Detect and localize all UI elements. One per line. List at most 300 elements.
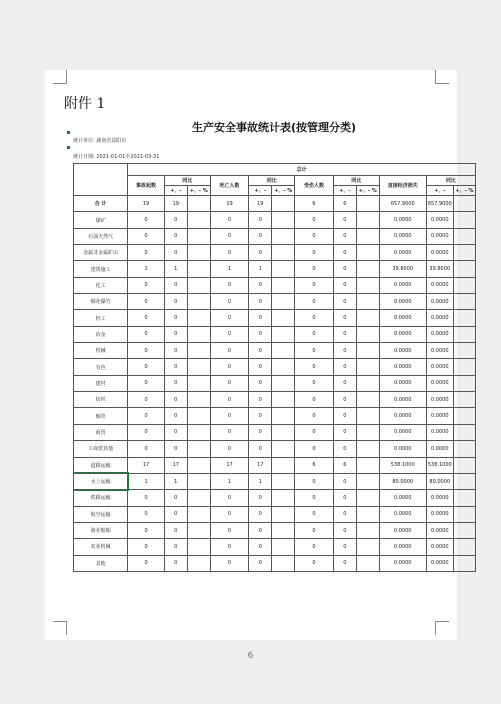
- table-cell[interactable]: 19: [210, 196, 249, 212]
- table-cell[interactable]: 0: [210, 343, 249, 359]
- table-cell[interactable]: [356, 424, 379, 440]
- table-cell[interactable]: [272, 343, 295, 359]
- table-cell[interactable]: 0: [249, 375, 272, 391]
- table-cell[interactable]: [356, 228, 379, 244]
- table-cell[interactable]: 0: [249, 392, 272, 408]
- table-cell[interactable]: 17: [164, 457, 187, 473]
- table-cell[interactable]: [453, 375, 475, 391]
- table-cell[interactable]: 0: [164, 408, 187, 424]
- table-cell[interactable]: 0: [128, 522, 165, 538]
- table-cell[interactable]: [272, 408, 295, 424]
- table-cell[interactable]: [453, 196, 475, 212]
- table-cell[interactable]: 0: [333, 343, 356, 359]
- table-cell[interactable]: 0: [333, 359, 356, 375]
- table-cell[interactable]: 0.0000: [426, 490, 453, 506]
- table-cell[interactable]: 0: [128, 424, 165, 440]
- table-cell[interactable]: [453, 343, 475, 359]
- table-cell[interactable]: [356, 392, 379, 408]
- row-label[interactable]: 化工: [74, 277, 128, 293]
- table-cell[interactable]: [453, 490, 475, 506]
- table-cell[interactable]: [356, 457, 379, 473]
- table-cell[interactable]: 0: [333, 228, 356, 244]
- table-cell[interactable]: [453, 326, 475, 342]
- table-cell[interactable]: 6: [333, 196, 356, 212]
- row-label[interactable]: 合 计: [74, 196, 128, 212]
- table-cell[interactable]: [187, 473, 210, 489]
- table-cell[interactable]: 0: [164, 555, 187, 571]
- table-cell[interactable]: [272, 245, 295, 261]
- table-cell[interactable]: 0.0000: [426, 424, 453, 440]
- table-cell[interactable]: 0.0000: [426, 359, 453, 375]
- table-cell[interactable]: 0.0000: [379, 441, 426, 457]
- table-cell[interactable]: 0.0000: [426, 277, 453, 293]
- table-cell[interactable]: 0: [295, 392, 334, 408]
- table-cell[interactable]: 0: [249, 408, 272, 424]
- table-cell[interactable]: 0.0000: [379, 408, 426, 424]
- table-cell[interactable]: 0: [210, 539, 249, 555]
- table-cell[interactable]: 0.0000: [426, 392, 453, 408]
- table-cell[interactable]: [272, 375, 295, 391]
- table-cell[interactable]: 0: [333, 473, 356, 489]
- table-cell[interactable]: [356, 375, 379, 391]
- table-cell[interactable]: 0: [210, 245, 249, 261]
- table-cell[interactable]: [356, 310, 379, 326]
- table-cell[interactable]: 0: [333, 539, 356, 555]
- table-cell[interactable]: 0.0000: [426, 310, 453, 326]
- table-cell[interactable]: 0: [210, 441, 249, 457]
- table-cell[interactable]: [356, 359, 379, 375]
- table-cell[interactable]: 0: [128, 326, 165, 342]
- table-cell[interactable]: 0.0000: [426, 326, 453, 342]
- table-cell[interactable]: [356, 343, 379, 359]
- table-cell[interactable]: 0: [295, 555, 334, 571]
- table-cell[interactable]: [187, 326, 210, 342]
- row-label[interactable]: 渔业船舶: [74, 522, 128, 538]
- table-cell[interactable]: [272, 212, 295, 228]
- table-cell[interactable]: 0: [210, 294, 249, 310]
- table-cell[interactable]: 0: [164, 392, 187, 408]
- table-cell[interactable]: [187, 441, 210, 457]
- table-cell[interactable]: [272, 473, 295, 489]
- table-cell[interactable]: 0.0000: [426, 408, 453, 424]
- table-cell[interactable]: [272, 261, 295, 277]
- table-cell[interactable]: 0.0000: [426, 539, 453, 555]
- table-cell[interactable]: 0: [333, 441, 356, 457]
- table-cell[interactable]: 0: [210, 555, 249, 571]
- table-cell[interactable]: [187, 539, 210, 555]
- table-cell[interactable]: 0: [249, 294, 272, 310]
- table-cell[interactable]: 657.9000: [426, 196, 453, 212]
- row-label[interactable]: 机械: [74, 343, 128, 359]
- table-cell[interactable]: 657.9000: [379, 196, 426, 212]
- table-cell[interactable]: 0: [164, 441, 187, 457]
- table-cell[interactable]: 0.0000: [426, 555, 453, 571]
- table-cell[interactable]: [187, 555, 210, 571]
- table-cell[interactable]: 17: [249, 457, 272, 473]
- table-cell[interactable]: [356, 522, 379, 538]
- row-label[interactable]: 建材: [74, 375, 128, 391]
- table-cell[interactable]: 1: [210, 261, 249, 277]
- table-cell[interactable]: 0: [164, 424, 187, 440]
- table-cell[interactable]: 0.0000: [379, 245, 426, 261]
- table-cell[interactable]: 0: [128, 343, 165, 359]
- table-cell[interactable]: 0: [210, 392, 249, 408]
- table-cell[interactable]: [187, 408, 210, 424]
- table-cell[interactable]: 0: [128, 359, 165, 375]
- row-label[interactable]: 冶金: [74, 326, 128, 342]
- table-cell[interactable]: [356, 490, 379, 506]
- table-cell[interactable]: 0: [295, 359, 334, 375]
- table-cell[interactable]: 0: [164, 359, 187, 375]
- table-cell[interactable]: 0.0000: [426, 522, 453, 538]
- table-cell[interactable]: [272, 294, 295, 310]
- table-cell[interactable]: 0: [333, 245, 356, 261]
- table-cell[interactable]: [187, 343, 210, 359]
- table-cell[interactable]: [272, 228, 295, 244]
- table-cell[interactable]: 0: [295, 506, 334, 522]
- table-cell[interactable]: 0: [164, 522, 187, 538]
- table-cell[interactable]: [272, 457, 295, 473]
- table-cell[interactable]: 0: [128, 277, 165, 293]
- table-cell[interactable]: 0.0000: [379, 539, 426, 555]
- table-cell[interactable]: 1: [164, 473, 187, 489]
- table-cell[interactable]: [272, 555, 295, 571]
- table-cell[interactable]: 0: [249, 522, 272, 538]
- table-cell[interactable]: [453, 392, 475, 408]
- table-cell[interactable]: [453, 555, 475, 571]
- table-cell[interactable]: [187, 310, 210, 326]
- row-label[interactable]: 纺织: [74, 392, 128, 408]
- table-cell[interactable]: 0: [249, 359, 272, 375]
- table-cell[interactable]: 0: [295, 228, 334, 244]
- table-cell[interactable]: 80.0000: [426, 473, 453, 489]
- row-label[interactable]: 金属非金属矿山: [74, 245, 128, 261]
- table-cell[interactable]: 0: [164, 375, 187, 391]
- table-cell[interactable]: 0: [210, 375, 249, 391]
- row-label[interactable]: 烟草: [74, 408, 128, 424]
- table-cell[interactable]: 0.0000: [379, 375, 426, 391]
- table-cell[interactable]: 0: [164, 310, 187, 326]
- table-cell[interactable]: 0: [333, 522, 356, 538]
- table-cell[interactable]: [272, 424, 295, 440]
- table-cell[interactable]: 0.0000: [426, 375, 453, 391]
- table-cell[interactable]: 0: [295, 522, 334, 538]
- table-cell[interactable]: 39.8000: [379, 261, 426, 277]
- table-cell[interactable]: 1: [128, 261, 165, 277]
- table-cell[interactable]: [356, 473, 379, 489]
- table-cell[interactable]: [356, 212, 379, 228]
- table-cell[interactable]: [187, 424, 210, 440]
- table-cell[interactable]: [272, 506, 295, 522]
- table-cell[interactable]: 0: [333, 294, 356, 310]
- table-cell[interactable]: 0: [249, 490, 272, 506]
- table-cell[interactable]: 0: [210, 506, 249, 522]
- table-cell[interactable]: 0: [333, 490, 356, 506]
- row-label[interactable]: 农业机械: [74, 539, 128, 555]
- table-cell[interactable]: 0.0000: [379, 506, 426, 522]
- table-cell[interactable]: 0: [333, 326, 356, 342]
- table-cell[interactable]: 0: [295, 212, 334, 228]
- table-cell[interactable]: 0: [333, 424, 356, 440]
- row-label[interactable]: 商贸: [74, 424, 128, 440]
- table-cell[interactable]: 1: [128, 473, 165, 489]
- table-cell[interactable]: 0: [295, 245, 334, 261]
- table-cell[interactable]: [453, 261, 475, 277]
- table-cell[interactable]: [272, 196, 295, 212]
- table-cell[interactable]: 0: [295, 424, 334, 440]
- table-cell[interactable]: [187, 245, 210, 261]
- table-cell[interactable]: 0: [210, 310, 249, 326]
- table-cell[interactable]: 0.0000: [426, 245, 453, 261]
- table-cell[interactable]: 0: [128, 555, 165, 571]
- table-cell[interactable]: 0.0000: [379, 522, 426, 538]
- table-cell[interactable]: 0.0000: [379, 294, 426, 310]
- table-cell[interactable]: [453, 212, 475, 228]
- table-cell[interactable]: 0.0000: [426, 212, 453, 228]
- table-cell[interactable]: 0: [128, 294, 165, 310]
- table-cell[interactable]: [272, 522, 295, 538]
- table-cell[interactable]: [272, 310, 295, 326]
- table-cell[interactable]: 0.0000: [379, 424, 426, 440]
- table-cell[interactable]: [453, 228, 475, 244]
- table-cell[interactable]: 1: [249, 473, 272, 489]
- table-cell[interactable]: 0: [295, 408, 334, 424]
- table-cell[interactable]: 0: [210, 359, 249, 375]
- table-cell[interactable]: [272, 277, 295, 293]
- table-cell[interactable]: [356, 294, 379, 310]
- table-cell[interactable]: 0: [249, 555, 272, 571]
- table-cell[interactable]: 0: [333, 310, 356, 326]
- table-cell[interactable]: 17: [128, 457, 165, 473]
- table-cell[interactable]: 19: [164, 196, 187, 212]
- table-cell[interactable]: 0: [164, 490, 187, 506]
- row-label[interactable]: 轻工: [74, 310, 128, 326]
- table-cell[interactable]: 538.1000: [379, 457, 426, 473]
- table-cell[interactable]: [453, 245, 475, 261]
- table-cell[interactable]: 0: [210, 228, 249, 244]
- table-cell[interactable]: 0: [128, 506, 165, 522]
- table-cell[interactable]: [272, 441, 295, 457]
- table-cell[interactable]: 0: [128, 212, 165, 228]
- table-cell[interactable]: 0: [295, 375, 334, 391]
- row-label[interactable]: 煤矿: [74, 212, 128, 228]
- table-cell[interactable]: 0.0000: [379, 555, 426, 571]
- table-cell[interactable]: 19: [128, 196, 165, 212]
- row-label[interactable]: 道路运输: [74, 457, 128, 473]
- table-cell[interactable]: 0: [164, 228, 187, 244]
- table-cell[interactable]: [272, 359, 295, 375]
- table-cell[interactable]: 0: [249, 245, 272, 261]
- row-label[interactable]: 水上运输: [74, 473, 128, 489]
- table-cell[interactable]: 0: [295, 473, 334, 489]
- table-cell[interactable]: 0.0000: [426, 294, 453, 310]
- table-cell[interactable]: [453, 408, 475, 424]
- table-cell[interactable]: 80.0000: [379, 473, 426, 489]
- table-cell[interactable]: [453, 441, 475, 457]
- table-cell[interactable]: [453, 359, 475, 375]
- table-cell[interactable]: 0: [128, 539, 165, 555]
- table-cell[interactable]: 0: [249, 506, 272, 522]
- row-label[interactable]: 航空运输: [74, 506, 128, 522]
- table-cell[interactable]: 0: [128, 441, 165, 457]
- table-cell[interactable]: 0: [164, 277, 187, 293]
- table-cell[interactable]: 0: [164, 212, 187, 228]
- table-cell[interactable]: 0: [295, 310, 334, 326]
- table-cell[interactable]: 0.0000: [379, 228, 426, 244]
- table-cell[interactable]: 0: [210, 277, 249, 293]
- row-label[interactable]: 烟花爆竹: [74, 294, 128, 310]
- table-cell[interactable]: 0: [333, 506, 356, 522]
- table-cell[interactable]: 0: [128, 310, 165, 326]
- table-cell[interactable]: 0.0000: [379, 326, 426, 342]
- table-cell[interactable]: 0: [128, 375, 165, 391]
- table-cell[interactable]: 0: [210, 424, 249, 440]
- table-cell[interactable]: 6: [295, 457, 334, 473]
- table-cell[interactable]: 0.0000: [426, 441, 453, 457]
- table-cell[interactable]: 0: [128, 408, 165, 424]
- table-cell[interactable]: 0: [210, 326, 249, 342]
- table-cell[interactable]: [453, 294, 475, 310]
- table-cell[interactable]: 0: [210, 212, 249, 228]
- table-cell[interactable]: 0: [210, 408, 249, 424]
- table-cell[interactable]: 0: [164, 506, 187, 522]
- table-cell[interactable]: [356, 245, 379, 261]
- table-cell[interactable]: 0: [128, 392, 165, 408]
- table-cell[interactable]: [187, 294, 210, 310]
- table-cell[interactable]: [453, 310, 475, 326]
- table-cell[interactable]: 0: [249, 212, 272, 228]
- table-cell[interactable]: 0: [295, 261, 334, 277]
- table-cell[interactable]: 0: [333, 408, 356, 424]
- table-cell[interactable]: 0: [128, 228, 165, 244]
- table-cell[interactable]: 6: [295, 196, 334, 212]
- table-cell[interactable]: [187, 228, 210, 244]
- table-cell[interactable]: 0: [295, 539, 334, 555]
- table-cell[interactable]: [356, 539, 379, 555]
- table-cell[interactable]: [187, 457, 210, 473]
- row-label[interactable]: 其他: [74, 555, 128, 571]
- table-cell[interactable]: [356, 261, 379, 277]
- table-cell[interactable]: 0: [164, 343, 187, 359]
- table-cell[interactable]: 0: [249, 326, 272, 342]
- table-cell[interactable]: 0: [333, 261, 356, 277]
- table-cell[interactable]: 19: [249, 196, 272, 212]
- table-cell[interactable]: 538.1000: [426, 457, 453, 473]
- table-cell[interactable]: 0: [128, 245, 165, 261]
- table-cell[interactable]: [187, 359, 210, 375]
- table-cell[interactable]: [272, 392, 295, 408]
- table-cell[interactable]: 0.0000: [379, 490, 426, 506]
- header-yoy: 同比: [164, 176, 210, 186]
- table-cell[interactable]: 0: [128, 490, 165, 506]
- table-cell[interactable]: 0: [333, 375, 356, 391]
- table-cell[interactable]: 0: [249, 343, 272, 359]
- table-cell[interactable]: 0.0000: [379, 392, 426, 408]
- table-cell[interactable]: 1: [164, 261, 187, 277]
- table-cell[interactable]: 0: [164, 326, 187, 342]
- table-cell[interactable]: [356, 408, 379, 424]
- table-cell[interactable]: [187, 490, 210, 506]
- table-cell[interactable]: [453, 506, 475, 522]
- table-cell[interactable]: [356, 506, 379, 522]
- table-cell[interactable]: 0: [295, 294, 334, 310]
- table-cell[interactable]: [272, 326, 295, 342]
- table-cell[interactable]: 0: [333, 277, 356, 293]
- table-cell[interactable]: [272, 490, 295, 506]
- table-cell[interactable]: 0.0000: [426, 506, 453, 522]
- table-cell[interactable]: 1: [249, 261, 272, 277]
- table-cell[interactable]: 0.0000: [426, 343, 453, 359]
- table-cell[interactable]: [356, 326, 379, 342]
- table-cell[interactable]: 6: [333, 457, 356, 473]
- table-cell[interactable]: [356, 196, 379, 212]
- table-cell[interactable]: 0: [295, 277, 334, 293]
- table-cell[interactable]: [356, 441, 379, 457]
- table-cell[interactable]: 0.0000: [426, 228, 453, 244]
- table-cell[interactable]: [272, 539, 295, 555]
- table-cell[interactable]: 0: [295, 326, 334, 342]
- table-cell[interactable]: [187, 261, 210, 277]
- table-cell[interactable]: 0: [333, 392, 356, 408]
- table-cell[interactable]: [453, 424, 475, 440]
- table-cell[interactable]: 0: [249, 310, 272, 326]
- table-cell[interactable]: 0: [249, 539, 272, 555]
- row-label[interactable]: 工商贸其他: [74, 441, 128, 457]
- table-cell[interactable]: 17: [210, 457, 249, 473]
- table-cell[interactable]: [187, 522, 210, 538]
- table-cell[interactable]: 0.0000: [379, 310, 426, 326]
- table-cell[interactable]: 0: [333, 555, 356, 571]
- table-cell[interactable]: [187, 506, 210, 522]
- table-cell[interactable]: 39.8000: [426, 261, 453, 277]
- table-cell[interactable]: 0: [295, 490, 334, 506]
- table-cell[interactable]: [356, 277, 379, 293]
- table-cell[interactable]: [187, 277, 210, 293]
- table-cell[interactable]: 0: [333, 212, 356, 228]
- row-label[interactable]: 石油天然气: [74, 228, 128, 244]
- table-cell[interactable]: [187, 392, 210, 408]
- table-cell[interactable]: [356, 555, 379, 571]
- table-cell[interactable]: [453, 457, 475, 473]
- table-cell[interactable]: 0.0000: [379, 212, 426, 228]
- row-label[interactable]: 有色: [74, 359, 128, 375]
- table-cell[interactable]: 0: [249, 277, 272, 293]
- table-cell[interactable]: 1: [210, 473, 249, 489]
- table-cell[interactable]: 0.0000: [379, 343, 426, 359]
- table-cell[interactable]: 0: [249, 228, 272, 244]
- table-cell[interactable]: 0: [164, 245, 187, 261]
- table-cell[interactable]: [187, 375, 210, 391]
- table-cell[interactable]: 0: [164, 539, 187, 555]
- table-cell[interactable]: 0: [210, 490, 249, 506]
- table-cell[interactable]: [453, 277, 475, 293]
- table-cell[interactable]: 0: [249, 424, 272, 440]
- row-label[interactable]: 铁路运输: [74, 490, 128, 506]
- row-label[interactable]: 建筑施工: [74, 261, 128, 277]
- table-cell[interactable]: [453, 539, 475, 555]
- table-cell[interactable]: 0: [164, 294, 187, 310]
- table-cell[interactable]: 0: [295, 441, 334, 457]
- table-cell[interactable]: 0: [210, 522, 249, 538]
- table-cell[interactable]: 0.0000: [379, 359, 426, 375]
- table-cell[interactable]: 0: [295, 343, 334, 359]
- table-cell[interactable]: [187, 212, 210, 228]
- table-cell[interactable]: [187, 196, 210, 212]
- table-cell[interactable]: [453, 522, 475, 538]
- table-cell[interactable]: 0.0000: [379, 277, 426, 293]
- table-cell[interactable]: [453, 473, 475, 489]
- table-cell[interactable]: 0: [249, 441, 272, 457]
